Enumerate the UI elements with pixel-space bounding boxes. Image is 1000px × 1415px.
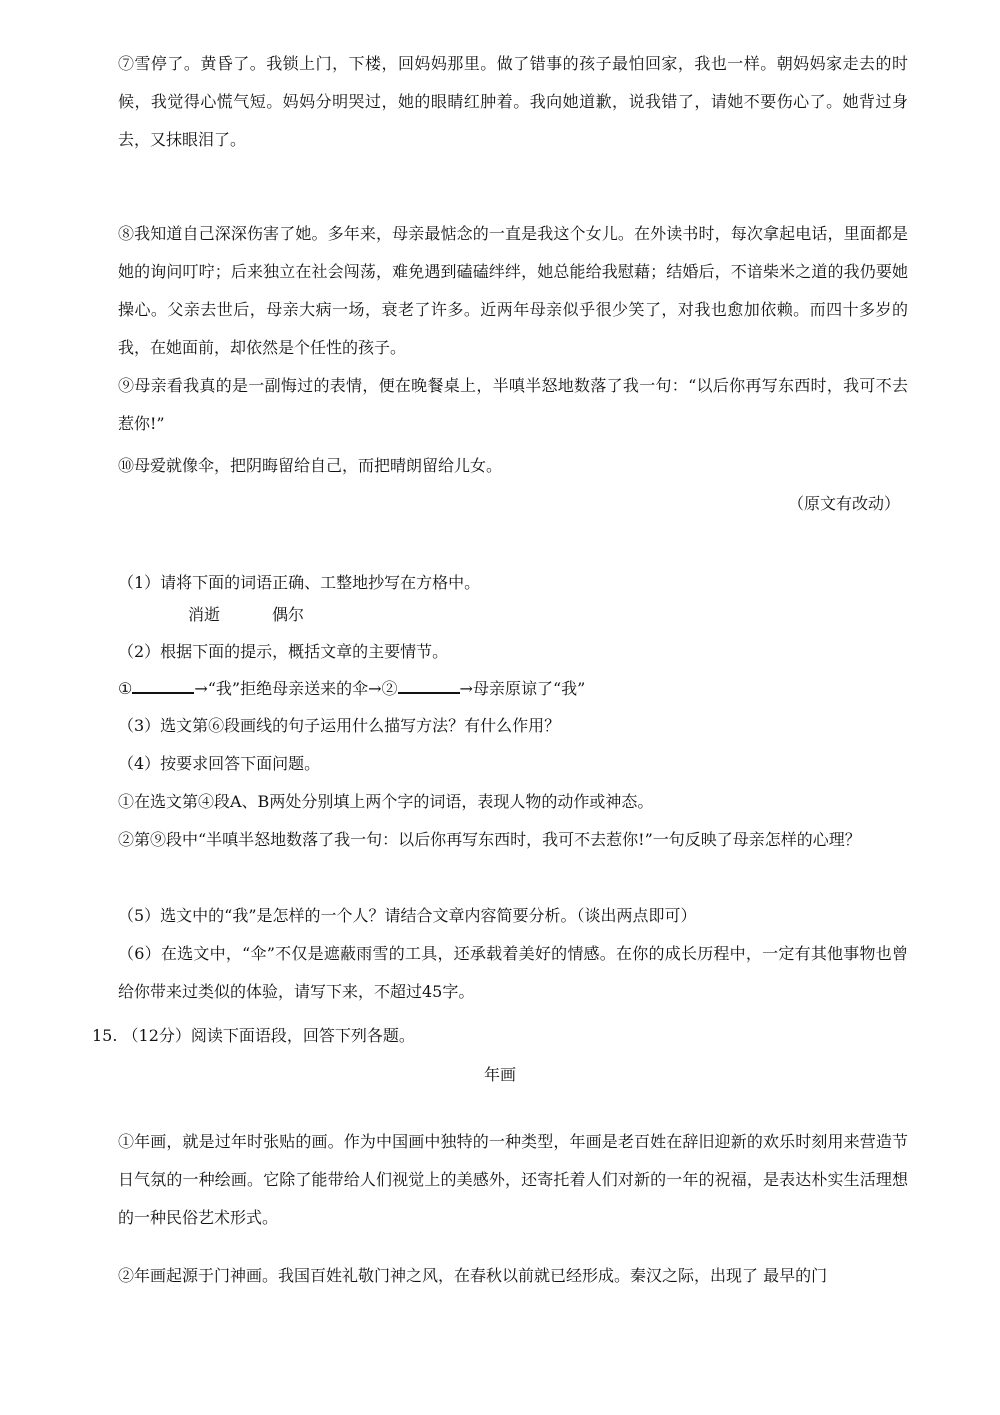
question-2-plot-line — [118, 670, 908, 708]
plot-blank-2[interactable] — [398, 674, 460, 694]
plot-blank-1[interactable] — [132, 674, 194, 694]
question-4-b: ②第⑨段中“半嗔半怒地数落了我一句：以后你再写东西时，我可不去惹你!”一句反映了母亲怎样的心理？ — [118, 830, 861, 849]
question-4: （4）按要求回答下面问题。 — [118, 754, 321, 773]
question-3: （3）选文第⑥段画线的句子运用什么描写方法？有什么作用？ — [118, 716, 561, 735]
question-1: （1）请将下面的词语正确、工整地抄写在方格中。 — [118, 573, 481, 592]
source-note: （原文有改动） — [787, 494, 900, 513]
word-ouer: 偶尔 — [272, 605, 305, 624]
plot-marker-1: ① — [118, 679, 133, 698]
paragraph-9: ⑨母亲看我真的是一副悔过的表情，便在晚餐桌上，半嗔半怒地数落了我一句：“以后你再写东西时，我可不去惹你!” — [118, 376, 908, 433]
question-15-header: 15. （12分）阅读下面语段，回答下列各题。 — [92, 1026, 415, 1045]
plot-middle: →“我”拒绝母亲送来的伞→② — [194, 679, 398, 698]
word-xiaoshi: 消逝 — [188, 605, 221, 624]
paragraph-7: ⑦雪停了。黄昏了。我锁上门，下楼，回妈妈那里。做了错事的孩子最怕回家，我也一样。朝妈妈家走去的时候，我觉得心慌气短。妈妈分明哭过，她的眼睛红肿着。我向她道歉，说我错了，请她不要伤心了。她背过身去，又抹眼泪了。 — [118, 54, 908, 149]
article-paragraph-2: ②年画起源于门神画。我国百姓礼敬门神之风，在春秋以前就已经形成。秦汉之际，出现了 最早的门 — [118, 1266, 828, 1285]
question-5: （5）选文中的“我”是怎样的一个人？请结合文章内容简要分析。（谈出两点即可） — [118, 906, 697, 925]
question-6: （6）在选文中，“伞”不仅是遮蔽雨雪的工具，还承载着美好的情感。在你的成长历程中，一定有其他事物也曾给你带来过类似的体验，请写下来，不超过45字。 — [118, 944, 908, 1001]
paragraph-10: ⑩母爱就像伞，把阴晦留给自己，而把晴朗留给儿女。 — [118, 456, 503, 475]
paragraph-8: ⑧我知道自己深深伤害了她。多年来，母亲最惦念的一直是我这个女儿。在外读书时，每次拿起电话，里面都是她的询问叮咛；后来独立在社会闯荡，难免遇到磕磕绊绊，她总能给我慰藉；结婚后，不谙柴米之道的我仍要她操心。父亲去世后，母亲大病一场，衰老了许多。近两年母亲似乎很少笑了，对我也愈加依赖。而四十多岁的我，在她面前，却依然是个任性的孩子。 — [118, 224, 908, 357]
article-title: 年画 — [483, 1065, 516, 1084]
plot-end: →母亲原谅了“我” — [459, 679, 586, 698]
question-1-words — [188, 602, 304, 628]
article-paragraph-1: ①年画，就是过年时张贴的画。作为中国画中独特的一种类型，年画是老百姓在辞旧迎新的欢乐时刻用来营造节日气氛的一种绘画。它除了能带给人们视觉上的美感外，还寄托着人们对新的一年的祝福，是表达朴实生活理想的一种民俗艺术形式。 — [118, 1132, 908, 1227]
question-2: （2）根据下面的提示，概括文章的主要情节。 — [118, 642, 449, 661]
question-4-a: ①在选文第④段A、B两处分别填上两个字的词语，表现人物的动作或神态。 — [118, 792, 654, 811]
